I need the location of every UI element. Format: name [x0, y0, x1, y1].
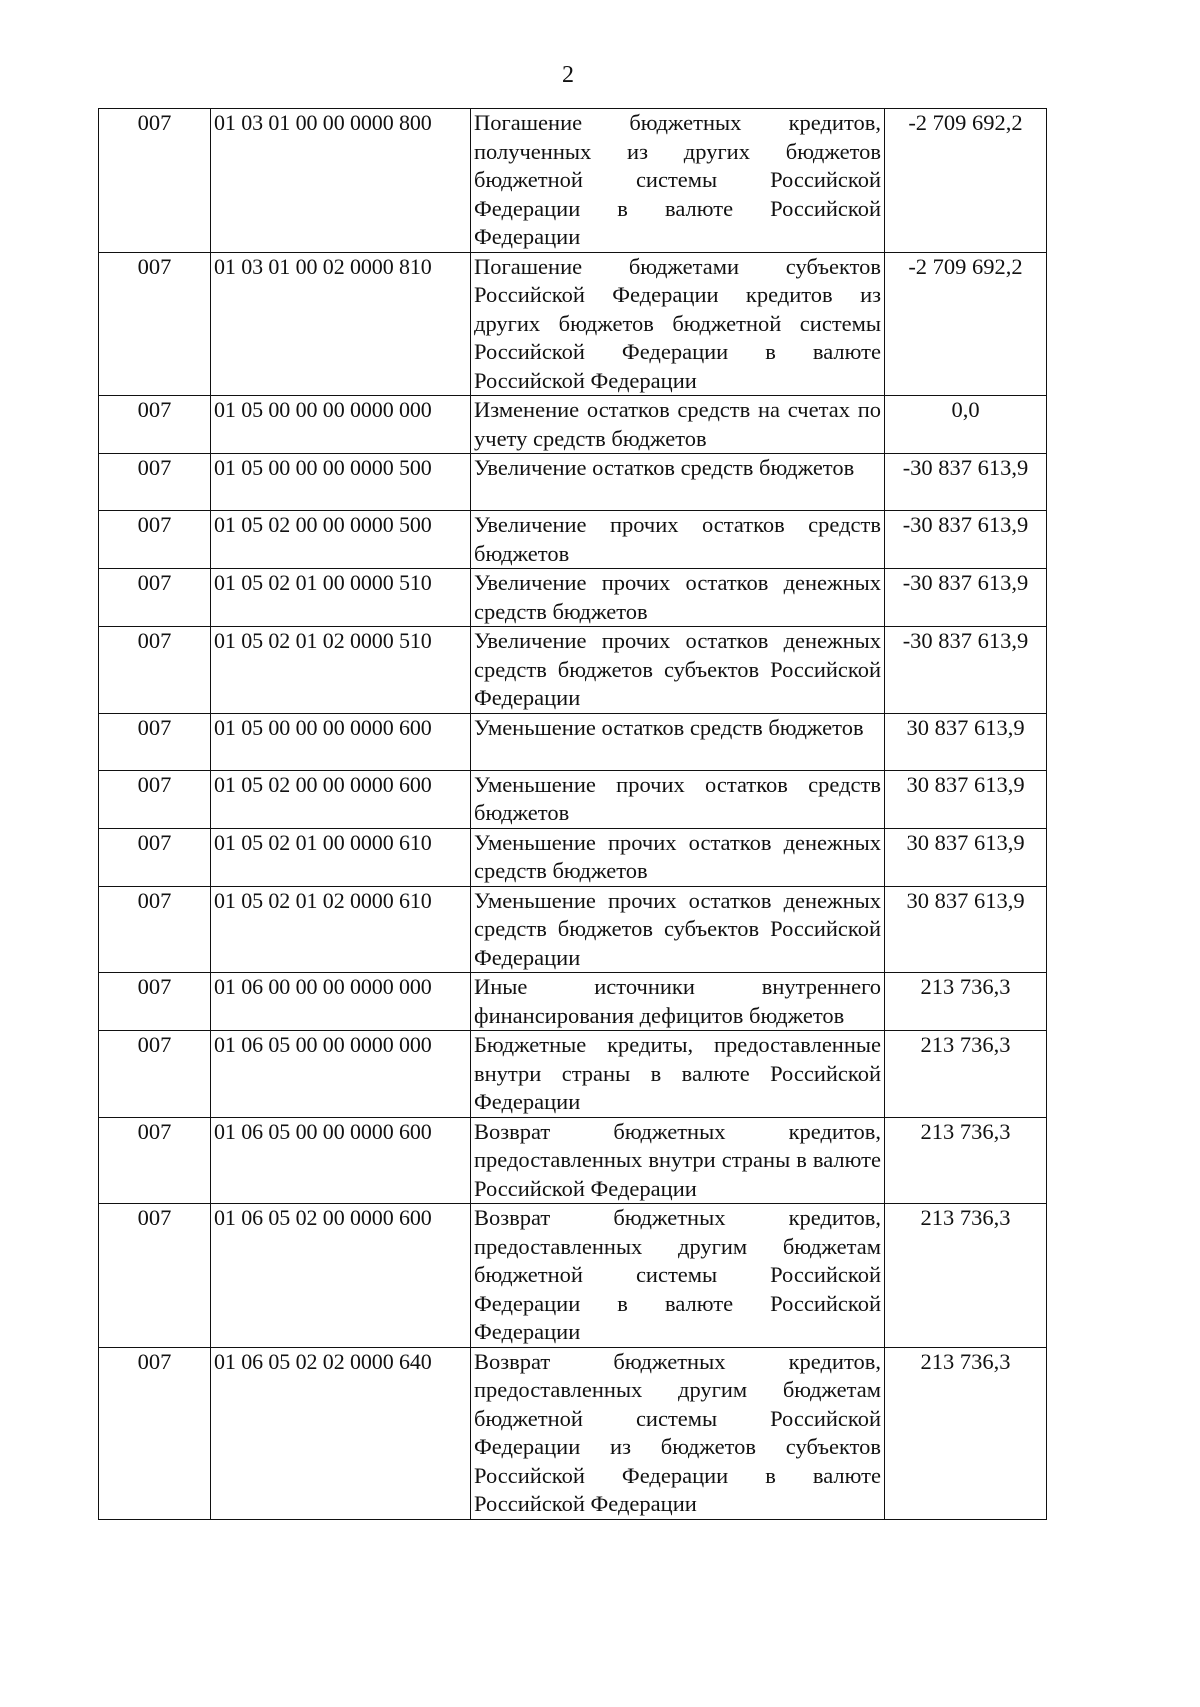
admin-code-cell: 007: [99, 511, 211, 569]
source-name-cell: Уменьшение остатков средств бюджетов: [471, 713, 885, 770]
admin-code-cell: 007: [99, 886, 211, 973]
budget-sources-table: [98, 108, 1047, 1520]
amount-cell: 30 837 613,9: [885, 828, 1047, 886]
admin-code-cell: 007: [99, 396, 211, 454]
table-row: [99, 886, 1047, 973]
budget-code-cell: 01 05 00 00 00 0000 500: [211, 454, 471, 511]
table-row: [99, 828, 1047, 886]
table-row: [99, 1117, 1047, 1204]
budget-code-cell: 01 05 00 00 00 0000 600: [211, 713, 471, 770]
amount-cell: -30 837 613,9: [885, 569, 1047, 627]
budget-code-cell: 01 05 00 00 00 0000 000: [211, 396, 471, 454]
admin-code-cell: 007: [99, 252, 211, 396]
budget-code-cell: 01 06 00 00 00 0000 000: [211, 973, 471, 1031]
source-name-cell: Уменьшение прочих остатков денежных средств бюджетов субъектов Российской Федерации: [471, 886, 885, 973]
source-name-cell: Возврат бюджетных кредитов, предоставленных внутри страны в валюте Российской Федерации: [471, 1117, 885, 1204]
budget-code-cell: 01 06 05 02 02 0000 640: [211, 1347, 471, 1519]
table-row: [99, 973, 1047, 1031]
table-row: [99, 396, 1047, 454]
admin-code-cell: 007: [99, 454, 211, 511]
source-name-cell: Иные источники внутреннего финансирования дефицитов бюджетов: [471, 973, 885, 1031]
source-name-cell: Увеличение прочих остатков денежных средств бюджетов: [471, 569, 885, 627]
source-name-cell: Увеличение прочих остатков денежных средств бюджетов субъектов Российской Федерации: [471, 627, 885, 714]
table-row: [99, 252, 1047, 396]
table-row: [99, 1347, 1047, 1519]
budget-code-cell: 01 06 05 00 00 0000 600: [211, 1117, 471, 1204]
amount-cell: 30 837 613,9: [885, 770, 1047, 828]
table-row: [99, 770, 1047, 828]
amount-cell: -30 837 613,9: [885, 454, 1047, 511]
source-name-cell: Изменение остатков средств на счетах по учету средств бюджетов: [471, 396, 885, 454]
source-name-cell: Уменьшение прочих остатков средств бюджетов: [471, 770, 885, 828]
source-name-cell: Погашение бюджетных кредитов, полученных из других бюджетов бюджетной системы Российской Федерации в валюте Российской Федерации: [471, 109, 885, 253]
source-name-cell: Возврат бюджетных кредитов, предоставленных другим бюджетам бюджетной системы Российской Федерации из бюджетов субъектов Российской Федерации в валюте Российской Федерации: [471, 1347, 885, 1519]
table-body: [99, 109, 1047, 1520]
source-name-cell: Погашение бюджетами субъектов Российской Федерации кредитов из других бюджетов бюджетной системы Российской Федерации в валюте Российской Федерации: [471, 252, 885, 396]
amount-cell: -30 837 613,9: [885, 511, 1047, 569]
admin-code-cell: 007: [99, 973, 211, 1031]
admin-code-cell: 007: [99, 627, 211, 714]
admin-code-cell: 007: [99, 1204, 211, 1348]
budget-code-cell: 01 05 02 00 00 0000 600: [211, 770, 471, 828]
budget-code-cell: 01 06 05 00 00 0000 000: [211, 1031, 471, 1118]
admin-code-cell: 007: [99, 1117, 211, 1204]
admin-code-cell: 007: [99, 713, 211, 770]
table-row: [99, 511, 1047, 569]
table-row: [99, 1031, 1047, 1118]
budget-code-cell: 01 05 02 01 00 0000 610: [211, 828, 471, 886]
budget-code-cell: 01 05 02 00 00 0000 500: [211, 511, 471, 569]
source-name-cell: Возврат бюджетных кредитов, предоставленных другим бюджетам бюджетной системы Российской Федерации в валюте Российской Федерации: [471, 1204, 885, 1348]
table-row: [99, 627, 1047, 714]
page-number: 2: [562, 62, 574, 88]
amount-cell: 213 736,3: [885, 1204, 1047, 1348]
table-row: [99, 569, 1047, 627]
source-name-cell: Уменьшение прочих остатков денежных средств бюджетов: [471, 828, 885, 886]
amount-cell: 213 736,3: [885, 1347, 1047, 1519]
budget-code-cell: 01 05 02 01 02 0000 610: [211, 886, 471, 973]
amount-cell: 0,0: [885, 396, 1047, 454]
budget-code-cell: 01 05 02 01 00 0000 510: [211, 569, 471, 627]
source-name-cell: Увеличение прочих остатков средств бюджетов: [471, 511, 885, 569]
table-row: [99, 454, 1047, 511]
budget-code-cell: 01 06 05 02 00 0000 600: [211, 1204, 471, 1348]
budget-code-cell: 01 03 01 00 02 0000 810: [211, 252, 471, 396]
amount-cell: 213 736,3: [885, 1117, 1047, 1204]
admin-code-cell: 007: [99, 1347, 211, 1519]
amount-cell: -2 709 692,2: [885, 109, 1047, 253]
amount-cell: -2 709 692,2: [885, 252, 1047, 396]
admin-code-cell: 007: [99, 569, 211, 627]
amount-cell: 30 837 613,9: [885, 713, 1047, 770]
table-row: [99, 109, 1047, 253]
budget-code-cell: 01 03 01 00 00 0000 800: [211, 109, 471, 253]
admin-code-cell: 007: [99, 1031, 211, 1118]
budget-code-cell: 01 05 02 01 02 0000 510: [211, 627, 471, 714]
admin-code-cell: 007: [99, 828, 211, 886]
table-row: [99, 1204, 1047, 1348]
amount-cell: 30 837 613,9: [885, 886, 1047, 973]
table-row: [99, 713, 1047, 770]
amount-cell: -30 837 613,9: [885, 627, 1047, 714]
admin-code-cell: 007: [99, 770, 211, 828]
admin-code-cell: 007: [99, 109, 211, 253]
source-name-cell: Увеличение остатков средств бюджетов: [471, 454, 885, 511]
source-name-cell: Бюджетные кредиты, предоставленные внутри страны в валюте Российской Федерации: [471, 1031, 885, 1118]
amount-cell: 213 736,3: [885, 973, 1047, 1031]
amount-cell: 213 736,3: [885, 1031, 1047, 1118]
